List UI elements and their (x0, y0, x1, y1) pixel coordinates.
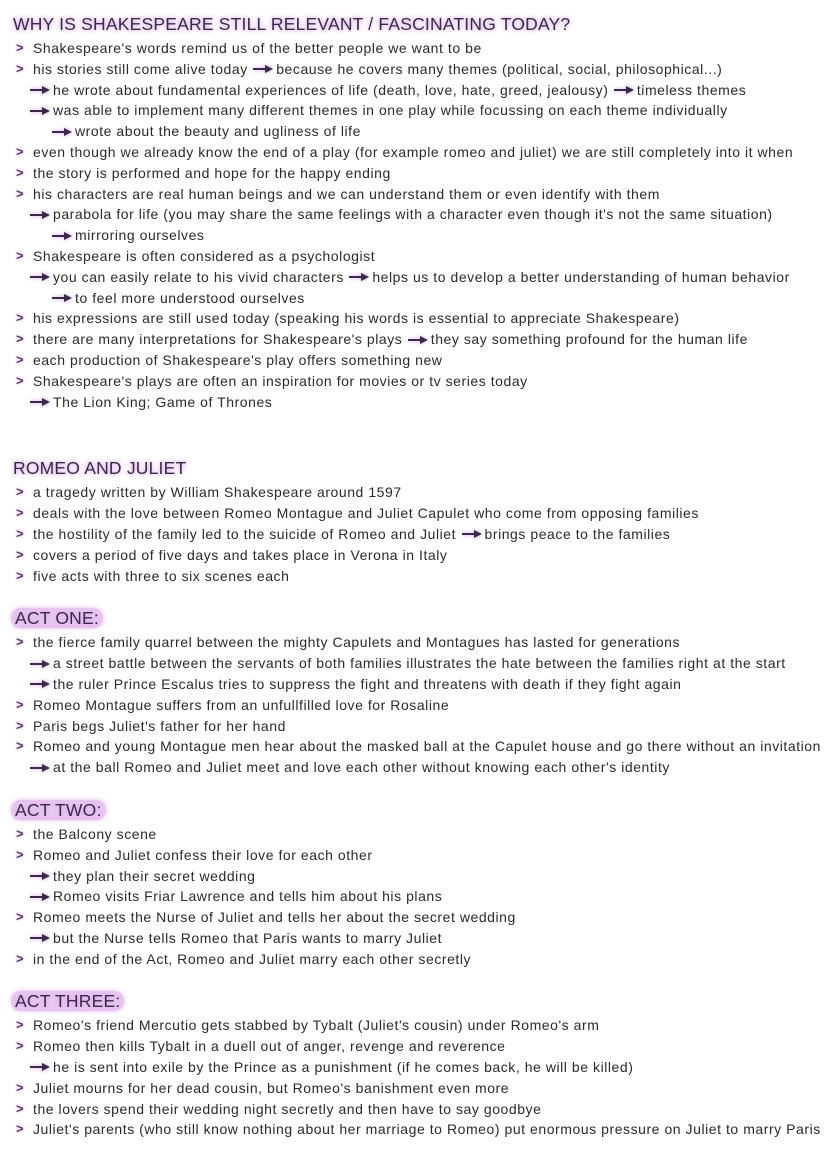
section (0, 454, 828, 586)
list-item-text: in the end of the Act, Romeo and Juliet marry each other secretly (33, 950, 472, 967)
list-item (0, 100, 828, 121)
list-item-text: The Lion King; Game of Thrones (53, 393, 273, 410)
list-item-text: Romeo and young Montague men hear about the masked ball at the Capulet house and go there without an invitation (33, 738, 821, 755)
chevron-right-icon: > (16, 825, 25, 841)
list-item-text: parabola for life (you may share the same feelings with a character even though it's not the same situation) (53, 206, 773, 223)
chevron-right-icon: > (16, 351, 25, 367)
list-item-text: the fierce family quarrel between the mighty Capulets and Montagues has lasted for generations (33, 634, 681, 651)
list-item (0, 886, 828, 907)
list-item (0, 38, 828, 59)
list-item-text: to feel more understood ourselves (75, 289, 305, 306)
list-item-text: Romeo's friend Mercutio gets stabbed by Tybalt (Juliet's cousin) under Romeo's arm (33, 1017, 600, 1034)
list-item-text: Romeo and Juliet confess their love for each other (33, 846, 373, 863)
list-item (0, 371, 828, 392)
section (0, 796, 828, 970)
arrow-right-icon (29, 659, 51, 669)
chevron-right-icon: > (16, 1121, 25, 1137)
list-item (0, 80, 828, 101)
list-item (0, 566, 828, 587)
list-item-text: timeless themes (636, 81, 747, 98)
section (0, 604, 828, 778)
arrow-right-icon (51, 293, 73, 303)
list-item (0, 866, 828, 887)
list-item (0, 928, 828, 949)
section-heading: ACT ONE: (11, 608, 103, 628)
arrow-right-icon (461, 529, 483, 539)
list-item (0, 632, 828, 653)
chevron-right-icon: > (16, 717, 25, 733)
arrow-right-icon (613, 85, 635, 95)
list-item (0, 674, 828, 695)
list-item-text: mirroring ourselves (75, 227, 205, 244)
list-item-text: you can easily relate to his vivid characters (53, 268, 349, 285)
list-item (0, 267, 828, 288)
list-item-text: Romeo meets the Nurse of Juliet and tells her about the secret wedding (33, 909, 516, 926)
chevron-right-icon: > (16, 909, 25, 925)
list-item-text: covers a period of five days and takes place in Verona in Italy (33, 546, 448, 563)
list-item-text: Romeo visits Friar Lawrence and tells him about his plans (53, 888, 443, 905)
arrow-right-icon (51, 127, 73, 137)
arrow-right-icon (29, 933, 51, 943)
list-item-text: Juliet mourns for her dead cousin, but Romeo's banishment even more (33, 1079, 510, 1096)
list-item (0, 225, 828, 246)
chevron-right-icon: > (16, 950, 25, 966)
chevron-right-icon: > (16, 1038, 25, 1054)
chevron-right-icon: > (16, 634, 25, 650)
list-item (0, 59, 828, 80)
list-item-text: his characters are real human beings and we can understand them or even identify with them (33, 185, 660, 202)
list-item-text: at the ball Romeo and Juliet meet and love each other without knowing each other's identity (53, 759, 670, 776)
list-item-text: he is sent into exile by the Prince as a punishment (if he comes back, he will be killed) (53, 1059, 634, 1076)
list-item (0, 350, 828, 371)
arrow-right-icon (407, 335, 429, 345)
list-item (0, 246, 828, 267)
arrow-right-icon (29, 397, 51, 407)
section-heading: ROMEO AND JULIET (13, 458, 187, 479)
list-item (0, 824, 828, 845)
arrow-right-icon (29, 679, 51, 689)
list-item (0, 845, 828, 866)
chevron-right-icon: > (16, 738, 25, 754)
list-item-text: Romeo Montague suffers from an unfullfilled love for Rosaline (33, 696, 450, 713)
list-item (0, 392, 828, 413)
list-item-text: the story is performed and hope for the happy ending (33, 164, 391, 181)
list-item (0, 524, 828, 545)
arrow-right-icon (29, 871, 51, 881)
arrow-right-icon (29, 85, 51, 95)
chevron-right-icon: > (16, 164, 25, 180)
chevron-right-icon: > (16, 696, 25, 712)
list-item-text: Shakespeare's plays are often an inspiration for movies or tv series today (33, 372, 528, 389)
list-item-text: because he covers many themes (political, social, philosophical...) (276, 60, 723, 77)
list-item (0, 163, 828, 184)
list-item (0, 545, 828, 566)
list-item (0, 1015, 828, 1036)
list-item-text: but the Nurse tells Romeo that Paris wants to marry Juliet (53, 929, 443, 946)
list-item (0, 121, 828, 142)
chevron-right-icon: > (16, 372, 25, 388)
arrow-right-icon (29, 1062, 51, 1072)
arrow-right-icon (29, 210, 51, 220)
list-item (0, 329, 828, 350)
list-item-text: Shakespeare's words remind us of the better people we want to be (33, 40, 482, 56)
list-item (0, 503, 828, 524)
chevron-right-icon: > (16, 505, 25, 521)
list-item (0, 308, 828, 329)
list-item-text: helps us to develop a better understanding of human behavior (372, 268, 790, 285)
list-item (0, 1078, 828, 1099)
arrow-right-icon (29, 106, 51, 116)
list-item-text: five acts with three to six scenes each (33, 567, 290, 584)
list-item-text: a tragedy written by William Shakespeare around 1597 (33, 484, 402, 501)
chevron-right-icon: > (16, 60, 25, 76)
list-item-text: the hostility of the family led to the suicide of Romeo and Juliet (33, 525, 461, 542)
list-item-text: there are many interpretations for Shakespeare's plays (33, 331, 407, 348)
list-item (0, 695, 828, 716)
list-item-text: a street battle between the servants of both families illustrates the hate between the families right at the start (53, 655, 786, 672)
chevron-right-icon: > (16, 310, 25, 326)
chevron-right-icon: > (16, 185, 25, 201)
list-item-text: Shakespeare is often considered as a psychologist (33, 247, 376, 264)
list-item (0, 1119, 828, 1140)
list-item-text: his stories still come alive today (33, 60, 253, 77)
section (0, 10, 828, 412)
list-item-text: was able to implement many different themes in one play while focussing on each theme individually (53, 102, 728, 119)
list-item-text: he wrote about fundamental experiences of life (death, love, hate, greed, jealousy) (53, 81, 613, 98)
list-item (0, 757, 828, 778)
section-heading: ACT TWO: (11, 800, 106, 820)
list-item-text: they plan their secret wedding (53, 867, 256, 884)
chevron-right-icon: > (16, 567, 25, 583)
list-item-text: deals with the love between Romeo Montague and Juliet Capulet who come from opposing families (33, 505, 699, 522)
list-item (0, 288, 828, 309)
list-item-text: Romeo then kills Tybalt in a duell out of anger, revenge and reverence (33, 1038, 506, 1055)
section-heading: ACT THREE: (11, 991, 124, 1011)
list-item (0, 1099, 828, 1120)
list-item-text: the lovers spend their wedding night secretly and then have to say goodbye (33, 1100, 542, 1117)
chevron-right-icon: > (16, 484, 25, 500)
notes-document (0, 10, 828, 1140)
list-item-text: wrote about the beauty and ugliness of life (75, 123, 361, 140)
list-item-text: even though we already know the end of a play (for example romeo and juliet) we are still completely into it when (33, 143, 794, 160)
list-item (0, 204, 828, 225)
chevron-right-icon: > (16, 525, 25, 541)
list-item (0, 736, 828, 757)
chevron-right-icon: > (16, 247, 25, 263)
arrow-right-icon (29, 763, 51, 773)
chevron-right-icon: > (16, 1017, 25, 1033)
list-item (0, 949, 828, 970)
list-item-text: Paris begs Juliet's father for her hand (33, 717, 286, 734)
section (0, 987, 828, 1140)
chevron-right-icon: > (16, 40, 25, 55)
list-item (0, 907, 828, 928)
chevron-right-icon: > (16, 331, 25, 347)
chevron-right-icon: > (16, 1079, 25, 1095)
arrow-right-icon (348, 272, 370, 282)
list-item (0, 1036, 828, 1057)
list-item (0, 716, 828, 737)
list-item-text: they say something profound for the human life (430, 331, 748, 348)
list-item-text: the ruler Prince Escalus tries to suppress the fight and threatens with death if they fight again (53, 675, 682, 692)
list-item-text: his expressions are still used today (speaking his words is essential to appreciate Shakespeare) (33, 310, 680, 327)
list-item-text: Juliet's parents (who still know nothing about her marriage to Romeo) put enormous pressure on Juliet to marry Paris (33, 1121, 821, 1138)
chevron-right-icon: > (16, 143, 25, 159)
chevron-right-icon: > (16, 846, 25, 862)
chevron-right-icon: > (16, 1100, 25, 1116)
arrow-right-icon (29, 272, 51, 282)
list-item-text: each production of Shakespeare's play offers something new (33, 351, 443, 368)
list-item (0, 142, 828, 163)
arrow-right-icon (29, 892, 51, 902)
list-item (0, 482, 828, 503)
arrow-right-icon (252, 64, 274, 74)
list-item (0, 1057, 828, 1078)
chevron-right-icon: > (16, 546, 25, 562)
section-heading: WHY IS SHAKESPEARE STILL RELEVANT / FASCINATING TODAY? (13, 14, 571, 34)
list-item (0, 184, 828, 205)
arrow-right-icon (51, 231, 73, 241)
list-item-text: the Balcony scene (33, 825, 157, 842)
list-item-text: brings peace to the families (484, 525, 671, 542)
list-item (0, 653, 828, 674)
